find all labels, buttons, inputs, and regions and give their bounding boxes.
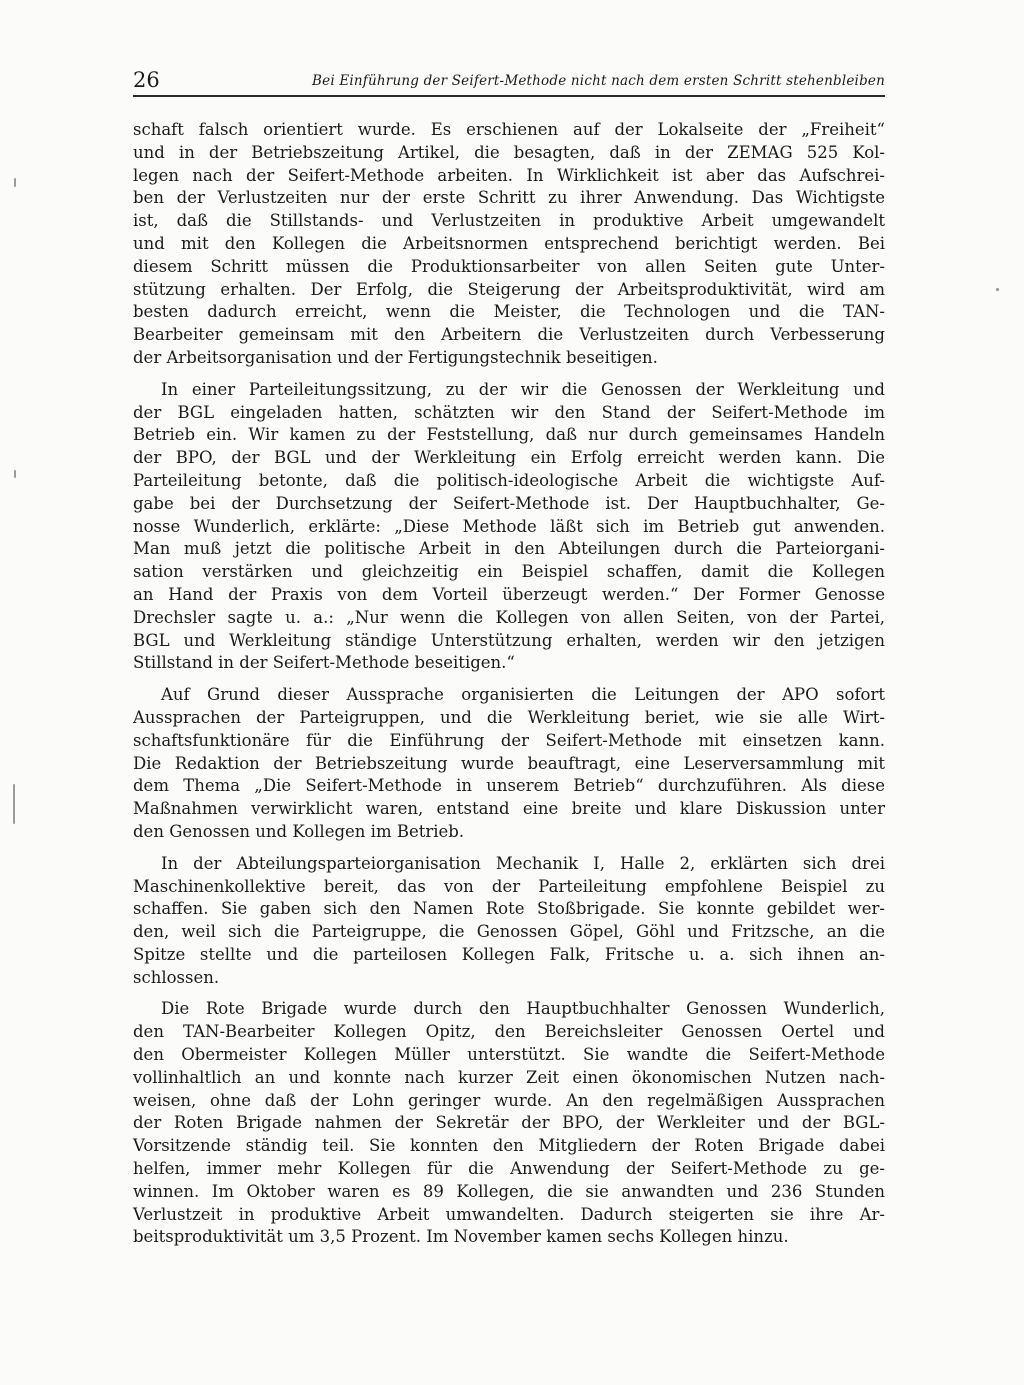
text-line: den Genossen und Kollegen im Betrieb. [133,821,465,841]
text-line: winnen. Im Oktober waren es 89 Kollegen, die sie anwandten und 236 Stunden [133,1181,885,1201]
text-line: In einer Parteileitungssitzung, zu der wir die Genossen der Werkleitung und [161,379,885,399]
text-line: legen nach der Seifert-Methode arbeiten. In Wirklichkeit ist aber das Aufschrei- [133,165,885,185]
text-line: nosse Wunderlich, erklärte: „Diese Methode läßt sich im Betrieb gut anwenden. [133,516,885,536]
paragraph [133,853,885,990]
text-line: helfen, immer mehr Kollegen für die Anwendung der Seifert-Methode zu ge- [133,1159,885,1179]
text-line: Die Redaktion der Betriebszeitung wurde beauftragt, eine Leserversammlung mit [133,753,885,773]
text-line: Verlustzeit in produktive Arbeit umwandelten. Dadurch steigerten sie ihre Ar- [133,1204,885,1224]
text-line: Drechsler sagte u. a.: „Nur wenn die Kollegen von allen Seiten, von der Partei, [133,607,885,627]
scan-mark [14,470,16,478]
text-line: ben der Verlustzeiten nur der erste Schritt zu ihrer Anwendung. Das Wichtigste [133,188,885,208]
text-line: sation verstärken und gleichzeitig ein Beispiel schaffen, damit die Kollegen [133,562,885,582]
text-line: beitsproduktivität um 3,5 Prozent. Im November kamen sechs Kollegen hinzu. [133,1227,789,1247]
scan-mark [996,288,999,291]
running-title: Bei Einführung der Seifert-Methode nicht nach dem ersten Schritt stehenbleiben [312,73,885,89]
paragraph-gap [133,844,885,853]
text-line: Auf Grund dieser Aussprache organisierten die Leitungen der APO sofort [161,685,885,705]
body-text [133,119,885,1249]
page-number: 26 [133,68,160,92]
text-line: der BGL eingeladen hatten, schätzten wir den Stand der Seifert-Methode im [133,402,885,422]
paragraph [133,379,885,675]
text-line: an Hand der Praxis von dem Vorteil überzeugt werden.“ Der Former Genosse [133,584,885,604]
text-line: Maschinenkollektive bereit, das von der Parteileitung empfohlene Beispiel zu [133,876,885,896]
scan-mark [14,178,16,187]
text-line: den, weil sich die Parteigruppe, die Genossen Göpel, Göhl und Fritzsche, an die [133,922,885,942]
header-rule [133,95,885,97]
text-line: der Arbeitsorganisation und der Fertigungstechnik beseitigen. [133,347,658,367]
paragraph-gap [133,675,885,684]
text-line: Maßnahmen verwirklicht waren, entstand eine breite und klare Diskussion unter [133,799,885,819]
paragraph [133,998,885,1249]
paragraph [133,119,885,370]
text-line: besten dadurch erreicht, wenn die Meister, die Technologen und die TAN- [133,302,885,322]
text-line: dem Thema „Die Seifert-Methode in unserem Betrieb“ durchzuführen. Als diese [133,776,885,796]
text-line: den Obermeister Kollegen Müller unterstützt. Sie wandte die Seifert-Methode [133,1045,885,1065]
text-line: schaft falsch orientiert wurde. Es erschienen auf der Lokalseite der „Freiheit“ [133,120,885,139]
paragraph-gap [133,370,885,379]
text-line: Spitze stellte und die parteilosen Kollegen Falk, Fritsche u. a. sich ihnen an- [133,944,885,964]
text-line: schaffen. Sie gaben sich den Namen Rote Stoßbrigade. Sie konnte gebildet wer- [133,899,885,919]
paragraph [133,684,885,844]
text-line: gabe bei der Durchsetzung der Seifert-Methode ist. Der Hauptbuchhalter, Ge- [133,493,885,513]
text-line: und in der Betriebszeitung Artikel, die besagten, daß in der ZEMAG 525 Kol- [133,142,885,162]
text-line: weisen, ohne daß der Lohn geringer wurde. An den regelmäßigen Aussprachen [133,1090,885,1110]
text-line: diesem Schritt müssen die Produktionsarbeiter von allen Seiten gute Unter- [133,256,885,276]
text-line: Bearbeiter gemeinsam mit den Arbeitern die Verlustzeiten durch Verbesserung [133,325,885,345]
text-line: stützung erhalten. Der Erfolg, die Steigerung der Arbeitsproduktivität, wird am [133,279,885,299]
text-line: der BPO, der BGL und der Werkleitung ein Erfolg erreicht werden kann. Die [133,448,885,468]
text-line: den TAN-Bearbeiter Kollegen Opitz, den Bereichsleiter Genossen Oertel und [133,1022,885,1042]
text-line: Parteileitung betonte, daß die politisch-ideologische Arbeit die wichtigste Auf- [133,470,885,490]
text-line: ist, daß die Stillstands- und Verlustzeiten in produktive Arbeit umgewandelt [133,211,885,231]
text-line: vollinhaltlich an und konnte nach kurzer Zeit einen ökonomischen Nutzen nach- [133,1067,885,1087]
text-line: schlossen. [133,967,220,987]
paragraph-gap [133,989,885,998]
text-line: Aussprachen der Parteigruppen, und die Werkleitung beriet, wie sie alle Wirt- [133,707,885,727]
text-line: Die Rote Brigade wurde durch den Hauptbuchhalter Genossen Wunderlich, [161,999,885,1019]
text-line: BGL und Werkleitung ständige Unterstützung erhalten, werden wir den jetzigen [133,630,885,650]
text-line: In der Abteilungsparteiorganisation Mechanik I, Halle 2, erklärten sich drei [161,853,885,873]
text-line: Man muß jetzt die politische Arbeit in den Abteilungen durch die Parteiorgani- [133,539,885,559]
text-line: und mit den Kollegen die Arbeitsnormen entsprechend berichtigt werden. Bei [133,233,885,253]
scan-mark [13,784,15,824]
text-line: der Roten Brigade nahmen der Sekretär der BPO, der Werkleiter und der BGL- [133,1113,885,1133]
text-line: Stillstand in der Seifert-Methode beseitigen.“ [133,653,515,673]
text-line: Betrieb ein. Wir kamen zu der Feststellung, daß nur durch gemeinsames Handeln [133,425,885,445]
text-line: schaftsfunktionäre für die Einführung der Seifert-Methode mit einsetzen kann. [133,730,885,750]
text-line: Vorsitzende ständig teil. Sie konnten den Mitgliedern der Roten Brigade dabei [133,1136,885,1156]
